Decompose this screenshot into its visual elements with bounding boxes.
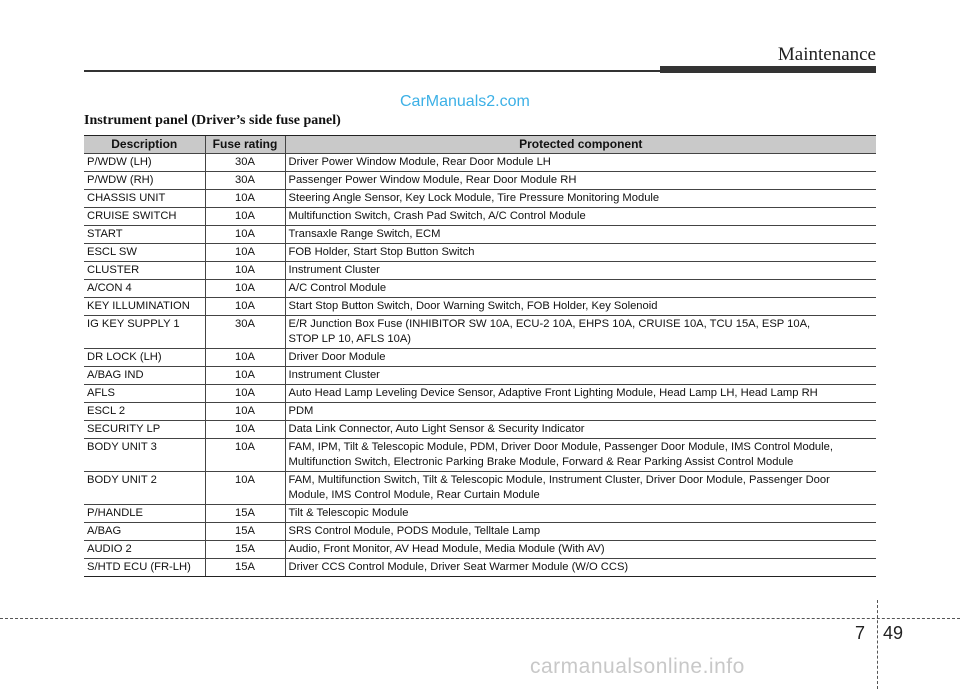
fuse-description: DR LOCK (LH) bbox=[84, 349, 205, 367]
table-row bbox=[84, 523, 876, 541]
protected-component: Multifunction Switch, Crash Pad Switch, A/C Control Module bbox=[285, 208, 876, 226]
panel-heading: Instrument panel (Driver’s side fuse panel) bbox=[84, 113, 341, 128]
table-row bbox=[84, 280, 876, 298]
fuse-description: ESCL 2 bbox=[84, 403, 205, 421]
fuse-rating: 10A bbox=[205, 439, 285, 472]
watermark-logo[interactable]: CarManuals2.com bbox=[400, 93, 530, 110]
fuse-description: ESCL SW bbox=[84, 244, 205, 262]
fuse-rating: 10A bbox=[205, 349, 285, 367]
fuse-description: START bbox=[84, 226, 205, 244]
column-header-fuse-rating: Fuse rating bbox=[205, 136, 285, 154]
fuse-description: SECURITY LP bbox=[84, 421, 205, 439]
fuse-description: KEY ILLUMINATION bbox=[84, 298, 205, 316]
protected-component: Instrument Cluster bbox=[285, 262, 876, 280]
fuse-description: CLUSTER bbox=[84, 262, 205, 280]
protected-component-line: FAM, IPM, Tilt & Telescopic Module, PDM, Driver Door Module, Passenger Door Module, IMS Control Module, bbox=[288, 441, 833, 453]
header-rule bbox=[84, 70, 660, 72]
footer-watermark[interactable]: carmanualsonline.info bbox=[530, 655, 745, 678]
table-header-row bbox=[84, 136, 876, 154]
protected-component: Audio, Front Monitor, AV Head Module, Media Module (With AV) bbox=[285, 541, 876, 559]
protected-component: Auto Head Lamp Leveling Device Sensor, Adaptive Front Lighting Module, Head Lamp LH, Head Lamp RH bbox=[285, 385, 876, 403]
protected-component: Driver Door Module bbox=[285, 349, 876, 367]
table-row bbox=[84, 559, 876, 577]
protected-component: Data Link Connector, Auto Light Sensor & Security Indicator bbox=[285, 421, 876, 439]
fuse-rating: 10A bbox=[205, 262, 285, 280]
fuse-description: P/HANDLE bbox=[84, 505, 205, 523]
fuse-rating: 15A bbox=[205, 559, 285, 577]
protected-component: A/C Control Module bbox=[285, 280, 876, 298]
fuse-table bbox=[84, 135, 876, 577]
fuse-description: AUDIO 2 bbox=[84, 541, 205, 559]
fuse-rating: 10A bbox=[205, 244, 285, 262]
fuse-rating: 10A bbox=[205, 226, 285, 244]
protected-component: Instrument Cluster bbox=[285, 367, 876, 385]
page-number-value: 49 bbox=[883, 623, 904, 643]
table-row bbox=[84, 316, 876, 349]
fuse-description: A/BAG IND bbox=[84, 367, 205, 385]
table-row bbox=[84, 208, 876, 226]
protected-component: Tilt & Telescopic Module bbox=[285, 505, 876, 523]
table-row bbox=[84, 226, 876, 244]
fuse-rating: 10A bbox=[205, 367, 285, 385]
fuse-description: AFLS bbox=[84, 385, 205, 403]
protected-component: Steering Angle Sensor, Key Lock Module, Tire Pressure Monitoring Module bbox=[285, 190, 876, 208]
fuse-rating: 30A bbox=[205, 316, 285, 349]
table-row bbox=[84, 298, 876, 316]
table-row bbox=[84, 172, 876, 190]
table-row bbox=[84, 349, 876, 367]
table-row bbox=[84, 403, 876, 421]
fuse-rating: 10A bbox=[205, 403, 285, 421]
table-row bbox=[84, 385, 876, 403]
fuse-description: P/WDW (LH) bbox=[84, 154, 205, 172]
fuse-rating: 10A bbox=[205, 472, 285, 505]
table-row bbox=[84, 439, 876, 472]
table-row bbox=[84, 541, 876, 559]
fuse-description: A/CON 4 bbox=[84, 280, 205, 298]
protected-component-line: Multifunction Switch, Electronic Parking Brake Module, Forward & Rear Parking Assist Control Module bbox=[288, 456, 794, 468]
table-row bbox=[84, 505, 876, 523]
header-rule-thick bbox=[660, 66, 876, 73]
fuse-rating: 15A bbox=[205, 505, 285, 523]
protected-component: Passenger Power Window Module, Rear Door Module RH bbox=[285, 172, 876, 190]
protected-component: FOB Holder, Start Stop Button Switch bbox=[285, 244, 876, 262]
fuse-rating: 10A bbox=[205, 280, 285, 298]
fuse-rating: 30A bbox=[205, 154, 285, 172]
fuse-rating: 30A bbox=[205, 172, 285, 190]
table-row bbox=[84, 472, 876, 505]
protected-component: Start Stop Button Switch, Door Warning Switch, FOB Holder, Key Solenoid bbox=[285, 298, 876, 316]
fuse-table-body bbox=[84, 154, 876, 577]
chapter-number: 7 bbox=[855, 623, 866, 643]
fuse-description: CHASSIS UNIT bbox=[84, 190, 205, 208]
column-header-protected-component: Protected component bbox=[285, 136, 876, 154]
table-row bbox=[84, 190, 876, 208]
fuse-description: P/WDW (RH) bbox=[84, 172, 205, 190]
table-row bbox=[84, 244, 876, 262]
fuse-rating: 15A bbox=[205, 541, 285, 559]
fuse-rating: 10A bbox=[205, 190, 285, 208]
protected-component bbox=[285, 472, 876, 505]
protected-component-line: STOP LP 10, AFLS 10A) bbox=[288, 333, 412, 345]
fuse-description: CRUISE SWITCH bbox=[84, 208, 205, 226]
fuse-description: IG KEY SUPPLY 1 bbox=[84, 316, 205, 349]
protected-component: Transaxle Range Switch, ECM bbox=[285, 226, 876, 244]
protected-component: PDM bbox=[285, 403, 876, 421]
fuse-rating: 10A bbox=[205, 421, 285, 439]
fuse-description: BODY UNIT 3 bbox=[84, 439, 205, 472]
column-header-description: Description bbox=[84, 136, 205, 154]
footer-vertical-divider bbox=[877, 600, 878, 689]
protected-component-line: FAM, Multifunction Switch, Tilt & Telescopic Module, Instrument Cluster, Driver Door Module, Passenger Door bbox=[288, 474, 830, 486]
section-title: Maintenance bbox=[777, 44, 876, 65]
protected-component: Driver CCS Control Module, Driver Seat Warmer Module (W/O CCS) bbox=[285, 559, 876, 577]
protected-component bbox=[285, 439, 876, 472]
fuse-description: A/BAG bbox=[84, 523, 205, 541]
table-row bbox=[84, 421, 876, 439]
table-row bbox=[84, 367, 876, 385]
protected-component: Driver Power Window Module, Rear Door Module LH bbox=[285, 154, 876, 172]
footer-divider bbox=[0, 618, 960, 619]
fuse-description: S/HTD ECU (FR-LH) bbox=[84, 559, 205, 577]
table-row bbox=[84, 154, 876, 172]
protected-component: SRS Control Module, PODS Module, Telltale Lamp bbox=[285, 523, 876, 541]
fuse-rating: 15A bbox=[205, 523, 285, 541]
protected-component bbox=[285, 316, 876, 349]
fuse-rating: 10A bbox=[205, 298, 285, 316]
fuse-description: BODY UNIT 2 bbox=[84, 472, 205, 505]
protected-component-line: Module, IMS Control Module, Rear Curtain Module bbox=[288, 489, 540, 501]
fuse-rating: 10A bbox=[205, 385, 285, 403]
protected-component-line: E/R Junction Box Fuse (INHIBITOR SW 10A, ECU-2 10A, EHPS 10A, CRUISE 10A, TCU 15A, ESP 10A, bbox=[288, 318, 811, 330]
table-row bbox=[84, 262, 876, 280]
fuse-rating: 10A bbox=[205, 208, 285, 226]
